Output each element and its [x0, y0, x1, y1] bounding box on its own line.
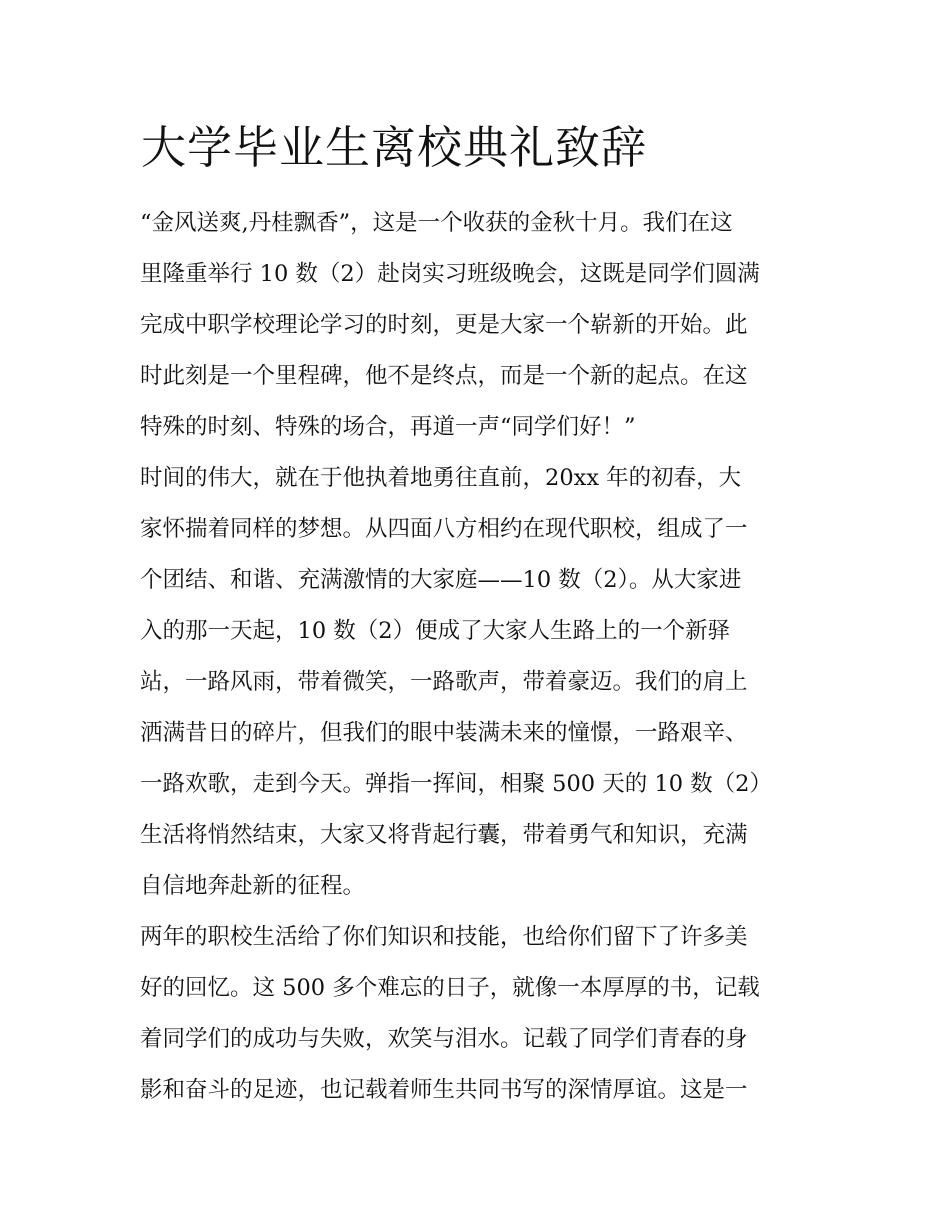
text-line: 里隆重举行 10 数（2）赴岗实习班级晚会，这既是同学们圆满	[140, 261, 760, 287]
text-line: 两年的职校生活给了你们知识和技能，也给你们留下了许多美	[140, 924, 748, 950]
text-line: “金风送爽,丹桂飘香”，这是一个收获的金秋十月。我们在这	[140, 210, 733, 236]
text-line: 生活将悄然结束，大家又将背起行囊，带着勇气和知识，充满	[140, 822, 748, 848]
text-line: 特殊的时刻、特殊的场合，再道一声“同学们好！”	[140, 414, 636, 440]
text-line: 洒满昔日的碎片，但我们的眼中装满未来的憧憬，一路艰辛、	[140, 720, 748, 746]
text-line: 站，一路风雨，带着微笑，一路歌声，带着豪迈。我们的肩上	[140, 669, 748, 695]
text-line: 时此刻是一个里程碑，他不是终点，而是一个新的起点。在这	[140, 363, 748, 389]
text-line: 入的那一天起，10 数（2）便成了大家人生路上的一个新驿	[140, 618, 731, 644]
document-title: 大学毕业生离校典礼致辞	[141, 121, 648, 174]
text-line: 个团结、和谐、充满激情的大家庭——10 数（2）。从大家进	[140, 567, 742, 593]
text-line: 着同学们的成功与失败，欢笑与泪水。记载了同学们青春的身	[140, 1026, 748, 1052]
text-line: 自信地奔赴新的征程。	[140, 873, 366, 899]
text-line: 家怀揣着同样的梦想。从四面八方相约在现代职校，组成了一	[140, 516, 748, 542]
text-line: 完成中职学校理论学习的时刻，更是大家一个崭新的开始。此	[140, 312, 748, 338]
text-line: 一路欢歌，走到今天。弹指一挥间，相聚 500 天的 10 数（2）	[140, 771, 773, 797]
text-line: 好的回忆。这 500 多个难忘的日子，就像一本厚厚的书，记载	[140, 975, 760, 1001]
document-body	[140, 198, 820, 1116]
text-line: 时间的伟大，就在于他执着地勇往直前，20xx 年的初春，大	[140, 465, 742, 491]
text-line: 影和奋斗的足迹，也记载着师生共同书写的深情厚谊。这是一	[140, 1077, 748, 1103]
